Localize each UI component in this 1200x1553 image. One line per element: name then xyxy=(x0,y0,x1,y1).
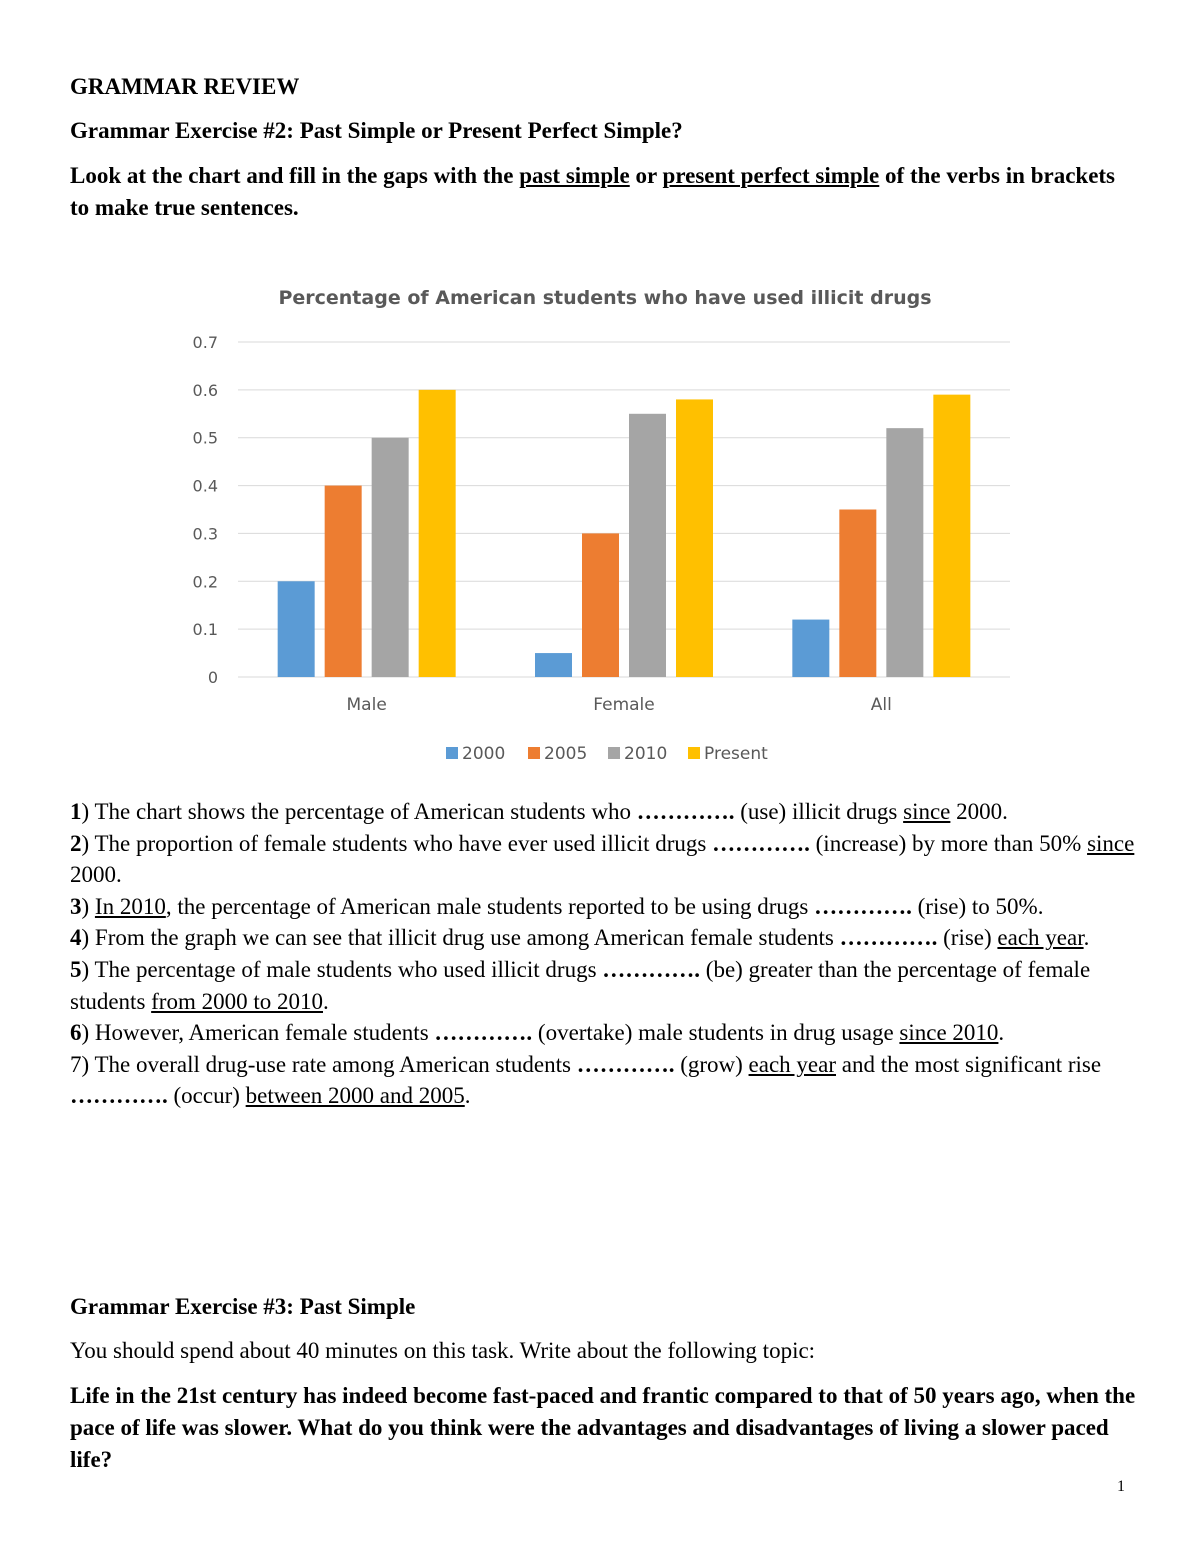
bar-2010-all xyxy=(886,428,923,677)
page-heading: GRAMMAR REVIEW xyxy=(70,74,300,99)
question-text: (occur) xyxy=(167,1083,246,1109)
question-4 xyxy=(70,922,1140,954)
bar-2010-female xyxy=(629,414,666,677)
y-tick-label: 0.3 xyxy=(192,524,218,544)
instruction-underline-present-perfect: present perfect simple xyxy=(662,163,880,188)
bar-chart-svg xyxy=(150,278,1050,778)
page-number: 1 xyxy=(1117,1478,1125,1495)
legend-swatch xyxy=(446,747,458,759)
x-tick-label: Female xyxy=(593,695,655,715)
y-tick-label: 0.7 xyxy=(192,333,218,352)
question-number: 5 xyxy=(70,956,82,982)
time-expression: between 2000 and 2005 xyxy=(245,1083,465,1109)
answer-gap: …………. xyxy=(602,956,701,982)
question-text: (rise) xyxy=(937,925,998,951)
question-2 xyxy=(70,828,1140,891)
answer-gap: …………. xyxy=(839,925,938,951)
time-expression: each year xyxy=(997,925,1084,951)
time-expression: since xyxy=(903,799,951,824)
question-number: 4 xyxy=(70,925,82,951)
legend-swatch xyxy=(688,747,700,759)
time-expression: from 2000 to 2010 xyxy=(151,988,323,1014)
answer-gap: …………. xyxy=(70,1083,168,1109)
question-text: ) The percentage of male students who used illicit drugs xyxy=(81,956,603,982)
legend-swatch xyxy=(608,747,620,759)
question-text: and the most significant rise xyxy=(836,1051,1102,1077)
question-6 xyxy=(70,1017,1140,1049)
question-5 xyxy=(70,954,1140,1017)
legend-label: Present xyxy=(704,744,768,764)
question-text: (grow) xyxy=(674,1051,749,1077)
question-number: 3 xyxy=(70,893,82,919)
question-text: (rise) to 50%. xyxy=(911,893,1044,919)
question-text: . xyxy=(1083,925,1090,951)
bar-chart xyxy=(150,278,1050,778)
chart-title: Percentage of American students who have used illicit drugs xyxy=(278,287,932,309)
question-1 xyxy=(70,796,1140,828)
answer-gap: …………. xyxy=(434,1020,533,1046)
bar-2005-male xyxy=(325,486,362,677)
answer-gap: …………. xyxy=(576,1051,675,1077)
question-7 xyxy=(70,1049,1140,1112)
time-expression: since 2010 xyxy=(899,1020,999,1046)
bar-2000-male xyxy=(278,581,315,677)
exercise3-instruction: You should spend about 40 minutes on this task. Write about the following topic: xyxy=(70,1338,816,1363)
bar-2005-female xyxy=(582,533,619,677)
chart-x-axis xyxy=(347,695,892,715)
question-text: (be) greater than the percentage of female students xyxy=(70,956,1091,1014)
bar-2010-male xyxy=(372,438,409,677)
question-text: (increase) by more than 50% xyxy=(809,830,1088,856)
exercise2-questions xyxy=(70,796,1140,1112)
question-number: 2 xyxy=(70,830,82,856)
x-tick-label: Male xyxy=(346,695,387,715)
instruction-underline-past-simple: past simple xyxy=(519,163,630,188)
time-expression: In 2010 xyxy=(94,893,166,919)
question-text: (use) illicit drugs xyxy=(734,799,904,824)
question-text: ) From the graph we can see that illicit drug use among American female students xyxy=(81,925,840,951)
answer-gap: …………. xyxy=(712,830,810,856)
y-tick-label: 0 xyxy=(207,668,218,687)
exercise2-title: Grammar Exercise #2: Past Simple or Present Perfect Simple? xyxy=(70,118,683,143)
legend-label: 2005 xyxy=(544,744,588,764)
legend-swatch xyxy=(528,747,540,759)
question-text: ) The overall drug-use rate among American students xyxy=(81,1051,577,1077)
answer-gap: …………. xyxy=(814,893,912,919)
bar-2000-all xyxy=(792,620,829,677)
bar-present-female xyxy=(676,399,713,677)
question-text: , the percentage of American male students reported to be using drugs xyxy=(165,893,815,919)
bar-present-all xyxy=(933,395,970,677)
y-tick-label: 0.2 xyxy=(192,572,218,592)
y-tick-label: 0.5 xyxy=(192,428,218,448)
question-text: . xyxy=(323,988,329,1014)
instruction-text: or xyxy=(629,163,663,188)
time-expression: since xyxy=(1087,830,1135,856)
question-text: 2000. xyxy=(950,799,1008,824)
x-tick-label: All xyxy=(870,695,892,715)
question-3 xyxy=(70,891,1140,923)
instruction-text: Look at the chart and fill in the gaps with the xyxy=(70,163,520,188)
legend-label: 2000 xyxy=(462,744,506,764)
time-expression: each year xyxy=(748,1051,836,1077)
y-tick-label: 0.6 xyxy=(192,380,218,400)
instruction-text: of the verbs in brackets to make true sentences. xyxy=(70,163,1116,220)
bar-present-male xyxy=(419,390,456,677)
answer-gap: …………. xyxy=(636,799,735,824)
question-number: 7 xyxy=(70,1051,82,1077)
bar-2005-all xyxy=(839,510,876,678)
chart-y-axis xyxy=(193,333,218,687)
question-text: . xyxy=(998,1020,1005,1046)
legend-label: 2010 xyxy=(624,744,668,764)
question-number: 1 xyxy=(70,799,82,824)
question-text: ) The chart shows the percentage of American students who xyxy=(81,799,637,824)
exercise3-topic: Life in the 21st century has indeed become fast-paced and frantic compared to that of 50 years ago, when the pace of life was slower. What do you think were the advantages and disadvantages of living a slower paced life? xyxy=(70,1383,1136,1472)
y-tick-label: 0.4 xyxy=(192,476,218,496)
question-text: 2000. xyxy=(70,862,122,888)
question-text: ) xyxy=(81,893,95,919)
question-number: 6 xyxy=(70,1020,82,1046)
question-text: (overtake) male students in drug usage xyxy=(532,1020,900,1046)
question-text: ) However, American female students xyxy=(81,1020,435,1046)
exercise3-title: Grammar Exercise #3: Past Simple xyxy=(70,1294,416,1319)
bar-2000-female xyxy=(535,653,572,677)
exercise2-instruction xyxy=(70,160,1130,224)
question-text: . xyxy=(464,1083,471,1109)
question-text: ) The proportion of female students who have ever used illicit drugs xyxy=(81,830,713,856)
y-tick-label: 0.1 xyxy=(192,620,218,640)
chart-legend xyxy=(446,744,768,764)
